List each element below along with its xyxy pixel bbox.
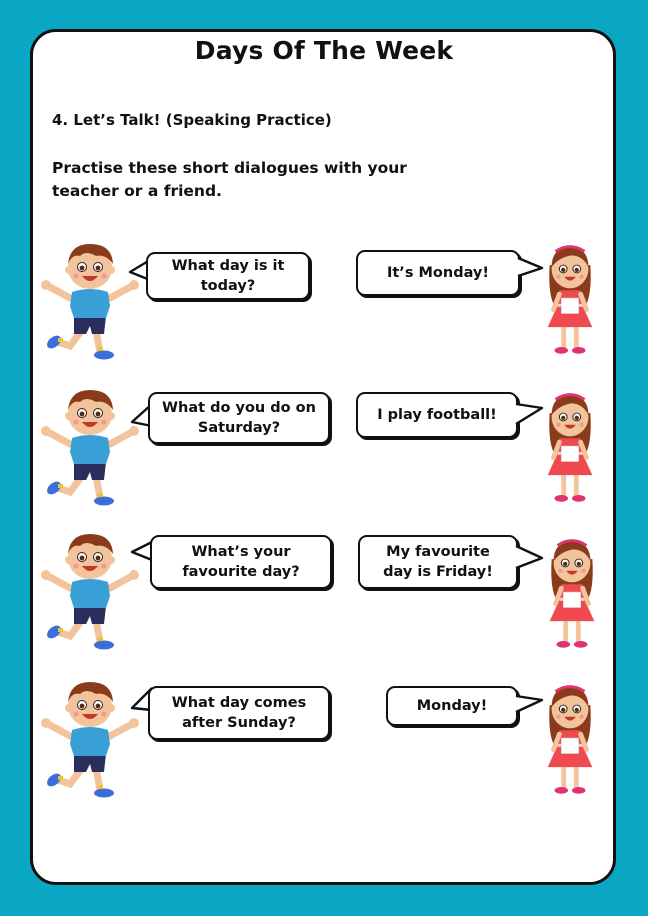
boy-character-icon [40, 238, 140, 368]
answer-bubble: It’s Monday! [356, 250, 520, 296]
section-heading: 4. Let’s Talk! (Speaking Practice) [52, 111, 332, 129]
girl-character-icon [536, 384, 604, 510]
question-bubble: What day is it today? [146, 252, 310, 300]
question-bubble: What day comes after Sunday? [148, 686, 330, 740]
question-bubble: What do you do on Saturday? [148, 392, 330, 444]
girl-character-icon [536, 236, 604, 362]
girl-character-icon [538, 530, 606, 656]
question-bubble: What’s your favourite day? [150, 535, 332, 589]
boy-character-icon [40, 528, 140, 658]
answer-bubble: I play football! [356, 392, 518, 438]
boy-character-icon [40, 384, 140, 514]
answer-bubble: My favourite day is Friday! [358, 535, 518, 589]
girl-character-icon [536, 676, 604, 802]
boy-character-icon [40, 676, 140, 806]
page-title: Days Of The Week [194, 36, 454, 65]
answer-bubble: Monday! [386, 686, 518, 726]
instructions-text: Practise these short dialogues with your teacher or a friend. [52, 159, 407, 200]
